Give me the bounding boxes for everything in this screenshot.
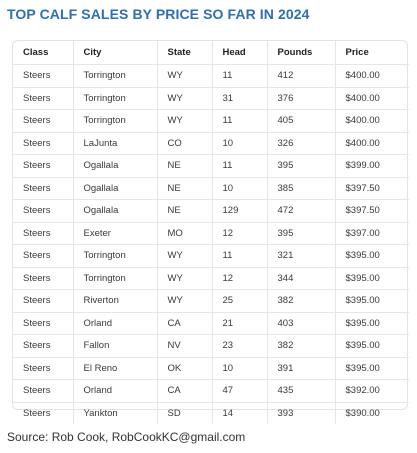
cell-class: Steers <box>13 402 73 424</box>
cell-price: $395.00 <box>335 290 409 313</box>
table-row <box>13 312 409 335</box>
cell-price: $395.00 <box>335 267 409 290</box>
cell-price: $400.00 <box>335 65 409 88</box>
cell-pounds: 321 <box>267 245 335 268</box>
cell-state: OK <box>157 357 212 380</box>
table-row <box>13 132 409 155</box>
cell-pounds: 382 <box>267 335 335 358</box>
cell-city: Ogallala <box>73 155 157 178</box>
cell-head: 21 <box>212 312 267 335</box>
column-header-pounds: Pounds <box>267 41 335 65</box>
table-row <box>13 155 409 178</box>
cell-pounds: 395 <box>267 155 335 178</box>
cell-state: WY <box>157 110 212 133</box>
column-header-class: Class <box>13 41 73 65</box>
cell-class: Steers <box>13 357 73 380</box>
calf-sales-table-card <box>12 40 408 419</box>
cell-city: Orland <box>73 380 157 403</box>
cell-city: Orland <box>73 312 157 335</box>
cell-head: 23 <box>212 335 267 358</box>
cell-pounds: 382 <box>267 290 335 313</box>
source-credit: Source: Rob Cook, RobCookKC@gmail.com <box>7 430 246 444</box>
cell-class: Steers <box>13 177 73 200</box>
cell-class: Steers <box>13 87 73 110</box>
cell-state: SD <box>157 402 212 424</box>
cell-class: Steers <box>13 312 73 335</box>
table-row <box>13 357 409 380</box>
cell-city: Exeter <box>73 222 157 245</box>
cell-pounds: 376 <box>267 87 335 110</box>
cell-state: NE <box>157 177 212 200</box>
cell-city: Yankton <box>73 402 157 424</box>
cell-state: CO <box>157 132 212 155</box>
cell-price: $395.00 <box>335 357 409 380</box>
cell-state: WY <box>157 65 212 88</box>
cell-pounds: 385 <box>267 177 335 200</box>
cell-pounds: 344 <box>267 267 335 290</box>
cell-pounds: 391 <box>267 357 335 380</box>
cell-price: $392.00 <box>335 380 409 403</box>
cell-head: 31 <box>212 87 267 110</box>
column-header-city: City <box>73 41 157 65</box>
cell-head: 25 <box>212 290 267 313</box>
cell-price: $397.00 <box>335 222 409 245</box>
cell-pounds: 393 <box>267 402 335 424</box>
cell-city: Torrington <box>73 87 157 110</box>
cell-class: Steers <box>13 110 73 133</box>
table-row <box>13 87 409 110</box>
cell-price: $397.50 <box>335 177 409 200</box>
column-header-head: Head <box>212 41 267 65</box>
cell-head: 10 <box>212 357 267 380</box>
table-row <box>13 177 409 200</box>
cell-class: Steers <box>13 222 73 245</box>
cell-city: El Reno <box>73 357 157 380</box>
table-row <box>13 65 409 88</box>
cell-city: Torrington <box>73 245 157 268</box>
cell-price: $395.00 <box>335 335 409 358</box>
page-title: TOP CALF SALES BY PRICE SO FAR IN 2024 <box>7 6 310 22</box>
cell-class: Steers <box>13 335 73 358</box>
cell-pounds: 435 <box>267 380 335 403</box>
cell-head: 129 <box>212 200 267 223</box>
cell-head: 14 <box>212 402 267 424</box>
cell-class: Steers <box>13 245 73 268</box>
cell-city: Riverton <box>73 290 157 313</box>
cell-head: 12 <box>212 222 267 245</box>
cell-head: 11 <box>212 245 267 268</box>
cell-class: Steers <box>13 380 73 403</box>
cell-class: Steers <box>13 290 73 313</box>
cell-head: 11 <box>212 155 267 178</box>
cell-city: Torrington <box>73 110 157 133</box>
cell-price: $395.00 <box>335 312 409 335</box>
cell-city: Torrington <box>73 267 157 290</box>
cell-head: 12 <box>212 267 267 290</box>
cell-state: NV <box>157 335 212 358</box>
table-row <box>13 335 409 358</box>
table-row <box>13 222 409 245</box>
cell-state: WY <box>157 290 212 313</box>
cell-state: MO <box>157 222 212 245</box>
cell-city: LaJunta <box>73 132 157 155</box>
cell-head: 10 <box>212 132 267 155</box>
cell-state: WY <box>157 87 212 110</box>
column-header-state: State <box>157 41 212 65</box>
cell-price: $397.50 <box>335 200 409 223</box>
cell-class: Steers <box>13 132 73 155</box>
cell-price: $400.00 <box>335 87 409 110</box>
cell-price: $399.00 <box>335 155 409 178</box>
table-row <box>13 200 409 223</box>
cell-state: NE <box>157 200 212 223</box>
cell-head: 47 <box>212 380 267 403</box>
calf-sales-table <box>13 41 409 424</box>
cell-pounds: 472 <box>267 200 335 223</box>
cell-class: Steers <box>13 65 73 88</box>
cell-class: Steers <box>13 200 73 223</box>
cell-state: WY <box>157 245 212 268</box>
cell-city: Ogallala <box>73 200 157 223</box>
cell-city: Fallon <box>73 335 157 358</box>
cell-head: 11 <box>212 65 267 88</box>
cell-price: $390.00 <box>345 407 380 419</box>
cell-class: Steers <box>13 267 73 290</box>
table-row <box>13 402 409 424</box>
cell-price: $400.00 <box>335 132 409 155</box>
cell-head: 11 <box>212 110 267 133</box>
cell-city: Torrington <box>73 65 157 88</box>
cell-price: $400.00 <box>335 110 409 133</box>
cell-state: CA <box>157 380 212 403</box>
cell-price: $395.00 <box>335 245 409 268</box>
cell-pounds: 395 <box>267 222 335 245</box>
table-row <box>13 290 409 313</box>
cell-state: NE <box>157 155 212 178</box>
table-row <box>13 380 409 403</box>
cell-state: WY <box>157 267 212 290</box>
table-row <box>13 267 409 290</box>
table-row <box>13 245 409 268</box>
column-header-price: Price <box>335 41 409 65</box>
cell-state: CA <box>157 312 212 335</box>
table-header-row <box>13 41 409 65</box>
cell-pounds: 326 <box>267 132 335 155</box>
table-row <box>13 110 409 133</box>
cell-city: Ogallala <box>73 177 157 200</box>
cell-pounds: 403 <box>267 312 335 335</box>
cell-pounds: 412 <box>267 65 335 88</box>
cell-class: Steers <box>13 155 73 178</box>
cell-head: 10 <box>212 177 267 200</box>
cell-pounds: 405 <box>267 110 335 133</box>
